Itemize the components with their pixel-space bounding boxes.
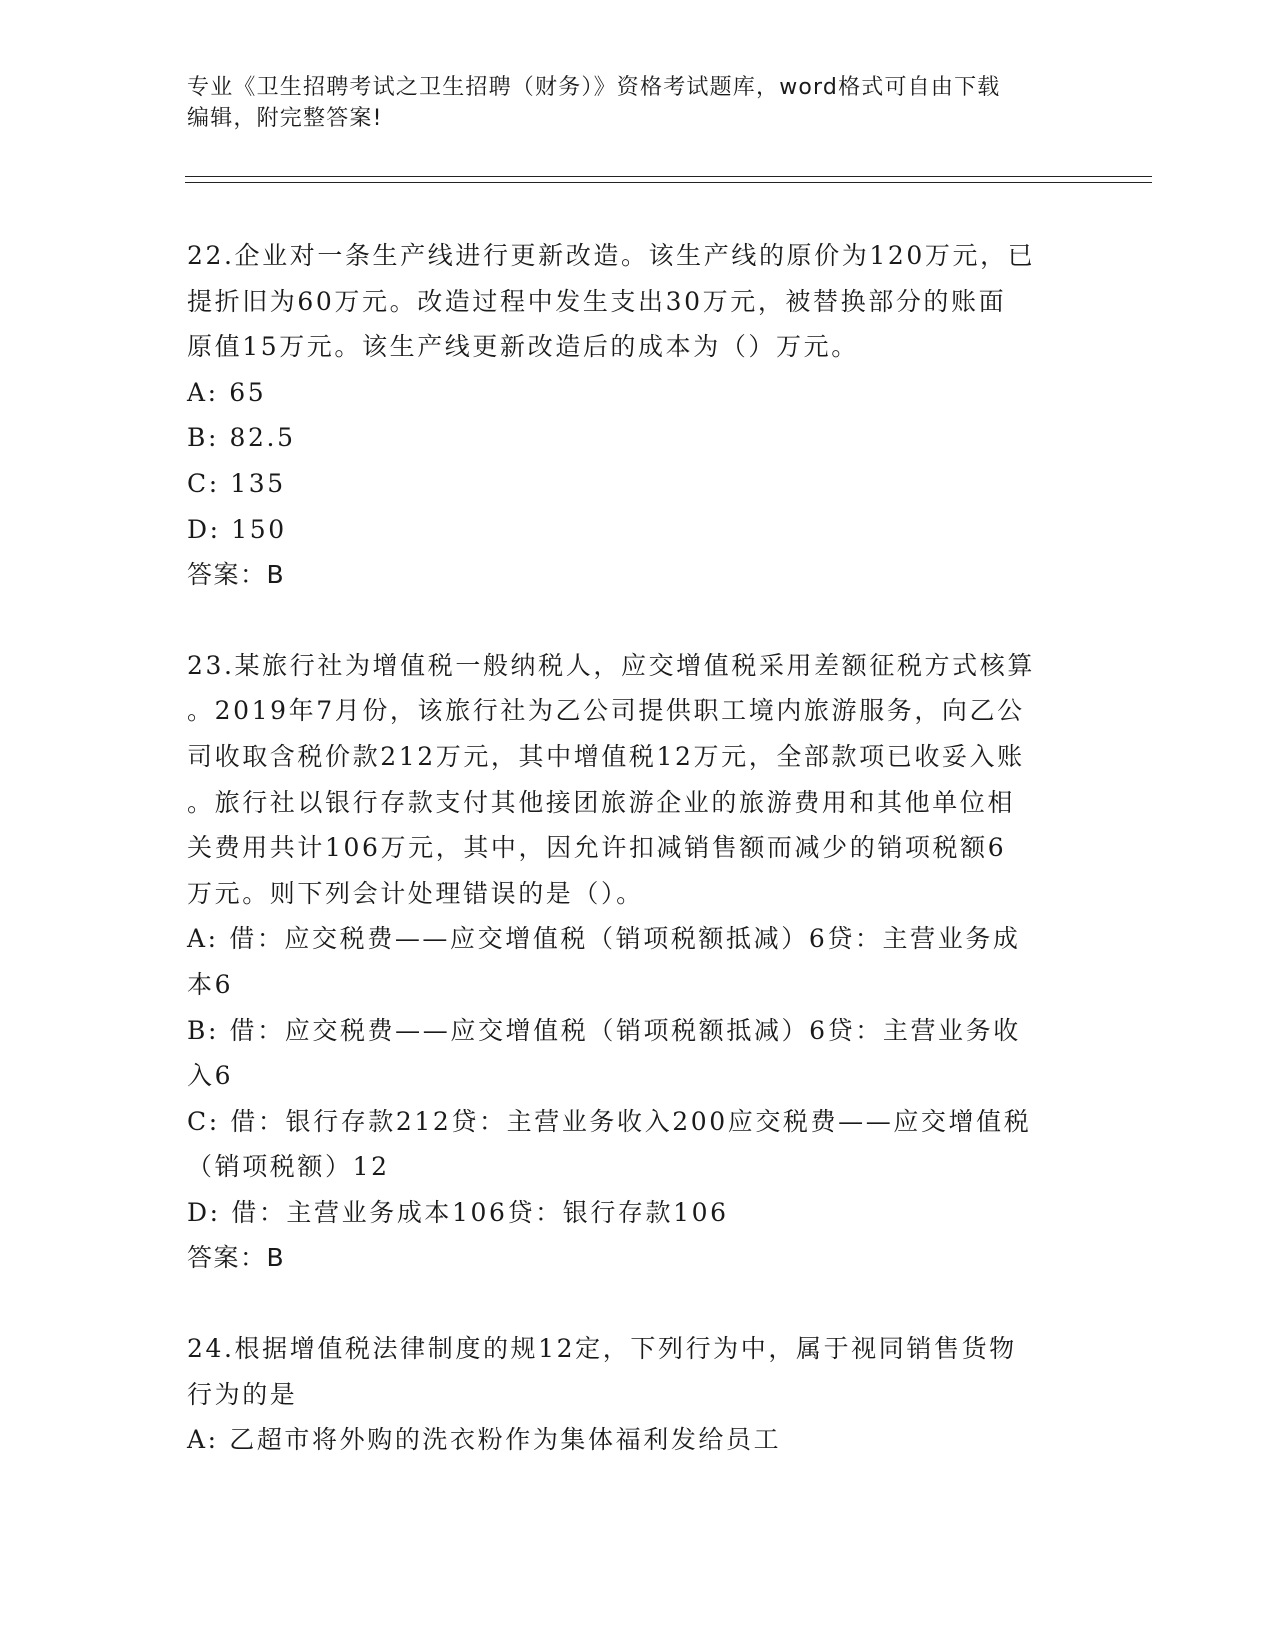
option-c-continued: （销项税额）12 bbox=[187, 1152, 390, 1182]
option-a: A: 65 bbox=[187, 377, 267, 407]
header-line-2: 编辑，附完整答案! bbox=[187, 106, 383, 131]
option-d: D: 150 bbox=[187, 514, 287, 544]
question-text-line: 提折旧为60万元。改造过程中发生支出30万元，被替换部分的账面 bbox=[187, 286, 1007, 316]
question-text-line: 万元。则下列会计处理错误的是（）。 bbox=[187, 878, 644, 908]
question-text-line: 关费用共计106万元，其中，因允许扣减销售额而减少的销项税额6 bbox=[187, 833, 1007, 863]
question-text-line: 23.某旅行社为增值税一般纳税人，应交增值税采用差额征税方式核算 bbox=[187, 650, 1035, 680]
option-c: C: 借：银行存款212贷：主营业务收入200应交税费——应交增值税 bbox=[187, 1106, 1032, 1136]
question-text-line: 原值15万元。该生产线更新改造后的成本为（）万元。 bbox=[187, 332, 859, 362]
answer: 答案：B bbox=[187, 1243, 286, 1273]
option-d: D: 借：主营业务成本106贷：银行存款106 bbox=[187, 1197, 729, 1227]
option-c: C: 135 bbox=[187, 468, 286, 498]
question-text-line: 司收取含税价款212万元，其中增值税12万元，全部款项已收妥入账 bbox=[187, 741, 1025, 771]
option-b: B: 借：应交税费——应交增值税（销项税额抵减）6贷：主营业务收 bbox=[187, 1015, 1021, 1045]
option-a-continued: 本6 bbox=[187, 969, 234, 999]
question-text-line: 。旅行社以银行存款支付其他接团旅游企业的旅游费用和其他单位相 bbox=[187, 787, 1016, 817]
answer: 答案：B bbox=[187, 560, 286, 590]
option-b-continued: 入6 bbox=[187, 1061, 234, 1091]
option-b: B: 82.5 bbox=[187, 423, 296, 453]
header-line-1: 专业《卫生招聘考试之卫生招聘（财务）》资格考试题库，word格式可自由下载 bbox=[187, 75, 1001, 100]
header-divider-top bbox=[185, 176, 1152, 177]
question-22 bbox=[187, 233, 1067, 598]
option-a: A: 借：应交税费——应交增值税（销项税额抵减）6贷：主营业务成 bbox=[187, 924, 1021, 954]
question-text-line: 。2019年7月份，该旅行社为乙公司提供职工境内旅游服务，向乙公 bbox=[187, 696, 1025, 726]
question-text-line: 行为的是 bbox=[187, 1379, 298, 1409]
header-divider-bottom bbox=[185, 182, 1152, 183]
option-a: A: 乙超市将外购的洗衣粉作为集体福利发给员工 bbox=[187, 1425, 782, 1455]
question-text-line: 24.根据增值税法律制度的规12定，下列行为中，属于视同销售货物 bbox=[187, 1334, 1017, 1364]
question-24 bbox=[187, 1326, 1067, 1463]
document-header bbox=[187, 72, 1087, 134]
question-list bbox=[187, 233, 1067, 1463]
question-23 bbox=[187, 643, 1067, 1281]
question-text-line: 22.企业对一条生产线进行更新改造。该生产线的原价为120万元，已 bbox=[187, 241, 1036, 270]
